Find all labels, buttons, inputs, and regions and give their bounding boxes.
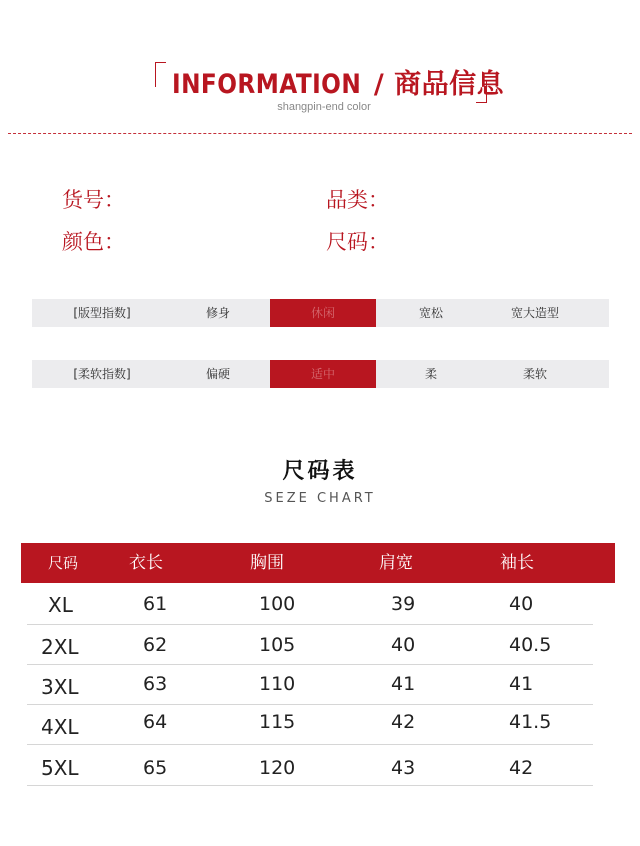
row-divider bbox=[27, 785, 593, 786]
cell-size: 4XL bbox=[41, 715, 79, 739]
category-label: 品类： bbox=[326, 188, 389, 212]
cell-length: 61 bbox=[143, 593, 168, 615]
softness-index-bar bbox=[32, 360, 609, 388]
cell-length: 64 bbox=[143, 711, 168, 733]
section-title-cn: / 商品信息 bbox=[373, 69, 505, 100]
fit-option-loose: 宽松 bbox=[418, 306, 443, 320]
column-header-chest: 胸围 bbox=[250, 553, 284, 573]
size-table-header bbox=[21, 543, 615, 583]
row-divider bbox=[27, 624, 593, 625]
cell-chest: 115 bbox=[259, 711, 296, 733]
cell-shoulder: 39 bbox=[391, 593, 416, 615]
softness-option-medium-selected: 适中 bbox=[270, 360, 376, 388]
column-header-length: 衣长 bbox=[129, 553, 163, 573]
fit-option-casual-selected: 休闲 bbox=[270, 299, 376, 327]
column-header-shoulder: 肩宽 bbox=[379, 553, 413, 573]
size-chart-title: 尺码表 bbox=[282, 459, 358, 484]
cell-length: 62 bbox=[143, 634, 168, 656]
cell-shoulder: 40 bbox=[391, 634, 416, 656]
table-row bbox=[27, 666, 593, 706]
softness-option-soft: 柔 bbox=[424, 367, 437, 381]
section-subtitle: shangpin-end color bbox=[277, 101, 371, 113]
cell-sleeve: 40 bbox=[509, 593, 534, 615]
cell-sleeve: 41 bbox=[509, 673, 534, 695]
row-divider bbox=[27, 744, 593, 745]
column-header-sleeve: 袖长 bbox=[500, 553, 534, 573]
size-chart-subtitle: SEZE CHART bbox=[264, 491, 376, 506]
fit-index-bar bbox=[32, 299, 609, 327]
softness-index-label: [柔软指数] bbox=[73, 367, 131, 381]
size-label: 尺码： bbox=[326, 230, 389, 254]
cell-chest: 105 bbox=[259, 634, 296, 656]
cell-chest: 120 bbox=[259, 757, 296, 779]
cell-shoulder: 42 bbox=[391, 711, 416, 733]
softness-option-very-soft: 柔软 bbox=[522, 367, 547, 381]
cell-size: 5XL bbox=[41, 756, 79, 780]
cell-sleeve: 42 bbox=[509, 757, 534, 779]
row-divider bbox=[27, 704, 593, 705]
cell-length: 65 bbox=[143, 757, 168, 779]
table-row bbox=[27, 706, 593, 746]
row-divider bbox=[27, 664, 593, 665]
color-label: 颜色： bbox=[62, 230, 125, 254]
cell-shoulder: 43 bbox=[391, 757, 416, 779]
fit-option-oversized: 宽大造型 bbox=[510, 306, 559, 320]
cell-size: 3XL bbox=[41, 675, 79, 699]
item-number-label: 货号： bbox=[62, 188, 125, 212]
section-title-en: INFORMATION bbox=[172, 69, 362, 100]
table-row bbox=[27, 626, 593, 666]
cell-size: 2XL bbox=[41, 635, 79, 659]
cell-size: XL bbox=[48, 593, 73, 617]
cell-length: 63 bbox=[143, 673, 168, 695]
table-row bbox=[27, 746, 593, 786]
cell-shoulder: 41 bbox=[391, 673, 416, 695]
section-title bbox=[172, 62, 504, 101]
fit-index-label: [版型指数] bbox=[73, 306, 131, 320]
column-header-size: 尺码 bbox=[48, 554, 79, 572]
softness-option-stiff: 偏硬 bbox=[205, 367, 230, 381]
dashed-divider bbox=[8, 133, 632, 134]
cell-sleeve: 40.5 bbox=[509, 634, 552, 656]
corner-bracket-top-left bbox=[155, 62, 166, 87]
table-row bbox=[27, 585, 593, 625]
fit-option-slim: 修身 bbox=[205, 306, 230, 320]
cell-sleeve: 41.5 bbox=[509, 711, 552, 733]
cell-chest: 110 bbox=[259, 673, 296, 695]
cell-chest: 100 bbox=[259, 593, 296, 615]
